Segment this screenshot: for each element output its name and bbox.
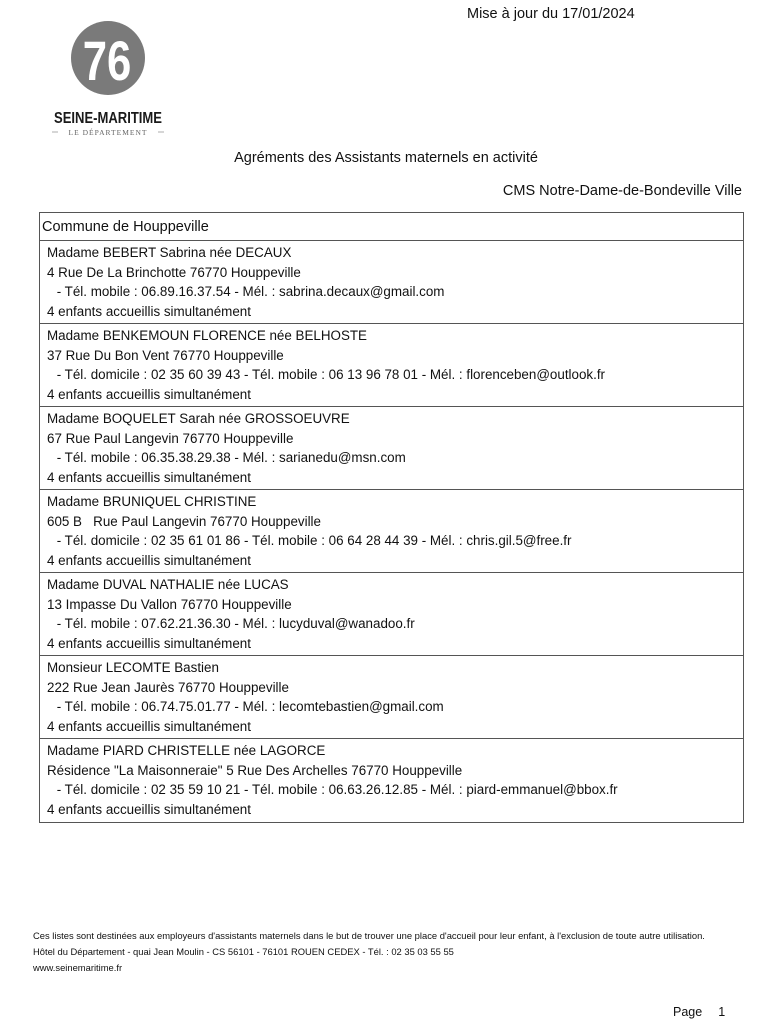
assistant-contact: - Tél. domicile : 02 35 60 39 43 - Tél. mobile : 06 13 96 78 01 - Mél. : florenceben@outlook.fr: [53, 367, 606, 382]
assistant-entry: [40, 656, 743, 739]
assistant-name: Madame DUVAL NATHALIE née LUCAS: [47, 577, 289, 592]
page-indicator: [673, 1005, 725, 1019]
commune-header: Commune de Houppeville: [40, 213, 743, 241]
assistant-address: 13 Impasse Du Vallon 76770 Houppeville: [47, 596, 292, 612]
footer-address: Hôtel du Département - quai Jean Moulin - CS 56101 - 76101 ROUEN CEDEX - Tél. : 02 35 03 55 55: [33, 946, 454, 957]
logo-number: 76: [82, 29, 132, 93]
assistant-contact: - Tél. mobile : 07.62.21.36.30 - Mél. : lucyduval@wanadoo.fr: [53, 616, 415, 631]
assistant-contact: - Tél. mobile : 06.89.16.37.54 - Mél. : sabrina.decaux@gmail.com: [53, 284, 445, 299]
assistant-name: Monsieur LECOMTE Bastien: [47, 660, 219, 675]
assistant-address: Résidence "La Maisonneraie" 5 Rue Des Archelles 76770 Houppeville: [47, 762, 463, 778]
assistants-table: [39, 212, 744, 823]
assistant-capacity: 4 enfants accueillis simultanément: [47, 635, 251, 651]
logo-name: SEINE-MARITIME: [54, 110, 163, 127]
assistant-entry: [40, 739, 743, 822]
assistant-entry: [40, 490, 743, 573]
footer-website: www.seinemaritime.fr: [33, 962, 123, 973]
assistant-address: 67 Rue Paul Langevin 76770 Houppeville: [47, 430, 294, 446]
assistant-capacity: 4 enfants accueillis simultanément: [47, 718, 251, 734]
assistant-address: 37 Rue Du Bon Vent 76770 Houppeville: [47, 347, 284, 363]
logo-subtitle: LE DÉPARTEMENT: [68, 128, 148, 137]
seine-maritime-logo: [46, 18, 170, 142]
footer: [33, 928, 725, 976]
footer-notice: Ces listes sont destinées aux employeurs d'assistants maternels dans le but de trouver une place d'accueil pour leur enfant, à l'exclusion de toute autre utilisation.: [33, 930, 705, 941]
update-date: Mise à jour du 17/01/2024: [467, 6, 635, 22]
assistant-capacity: 4 enfants accueillis simultanément: [47, 386, 251, 402]
assistant-name: Madame BRUNIQUEL CHRISTINE: [47, 494, 257, 509]
assistant-entry: [40, 573, 743, 656]
page-label: Page: [673, 1005, 703, 1019]
assistant-name: Madame BEBERT Sabrina née DECAUX: [47, 245, 292, 260]
page-number: 1: [718, 1005, 726, 1019]
assistant-capacity: 4 enfants accueillis simultanément: [47, 469, 251, 485]
assistant-entry: [40, 324, 743, 407]
assistant-contact: - Tél. domicile : 02 35 61 01 86 - Tél. mobile : 06 64 28 44 39 - Mél. : chris.gil.5@free.fr: [53, 533, 572, 548]
assistant-contact: - Tél. domicile : 02 35 59 10 21 - Tél. mobile : 06.63.26.12.85 - Mél. : piard-emmanuel@bbox.fr: [53, 782, 618, 797]
assistant-name: Madame BOQUELET Sarah née GROSSOEUVRE: [47, 411, 350, 426]
assistant-address: 605 B Rue Paul Langevin 76770 Houppeville: [47, 513, 321, 529]
assistant-entry: [40, 407, 743, 490]
assistant-name: Madame BENKEMOUN FLORENCE née BELHOSTE: [47, 328, 367, 343]
assistant-address: 222 Rue Jean Jaurès 76770 Houppeville: [47, 679, 289, 695]
assistant-capacity: 4 enfants accueillis simultanément: [47, 303, 251, 319]
assistant-capacity: 4 enfants accueillis simultanément: [47, 552, 251, 568]
assistant-contact: - Tél. mobile : 06.74.75.01.77 - Mél. : lecomtebastien@gmail.com: [53, 699, 444, 714]
assistant-capacity: 4 enfants accueillis simultanément: [47, 801, 251, 817]
cms-name: CMS Notre-Dame-de-Bondeville Ville: [502, 183, 742, 199]
assistant-name: Madame PIARD CHRISTELLE née LAGORCE: [47, 743, 326, 758]
assistant-entry: [40, 241, 743, 324]
assistant-address: 4 Rue De La Brinchotte 76770 Houppeville: [47, 264, 301, 280]
assistant-contact: - Tél. mobile : 06.35.38.29.38 - Mél. : sarianedu@msn.com: [53, 450, 406, 465]
document-title: Agréments des Assistants maternels en activité: [234, 150, 538, 166]
